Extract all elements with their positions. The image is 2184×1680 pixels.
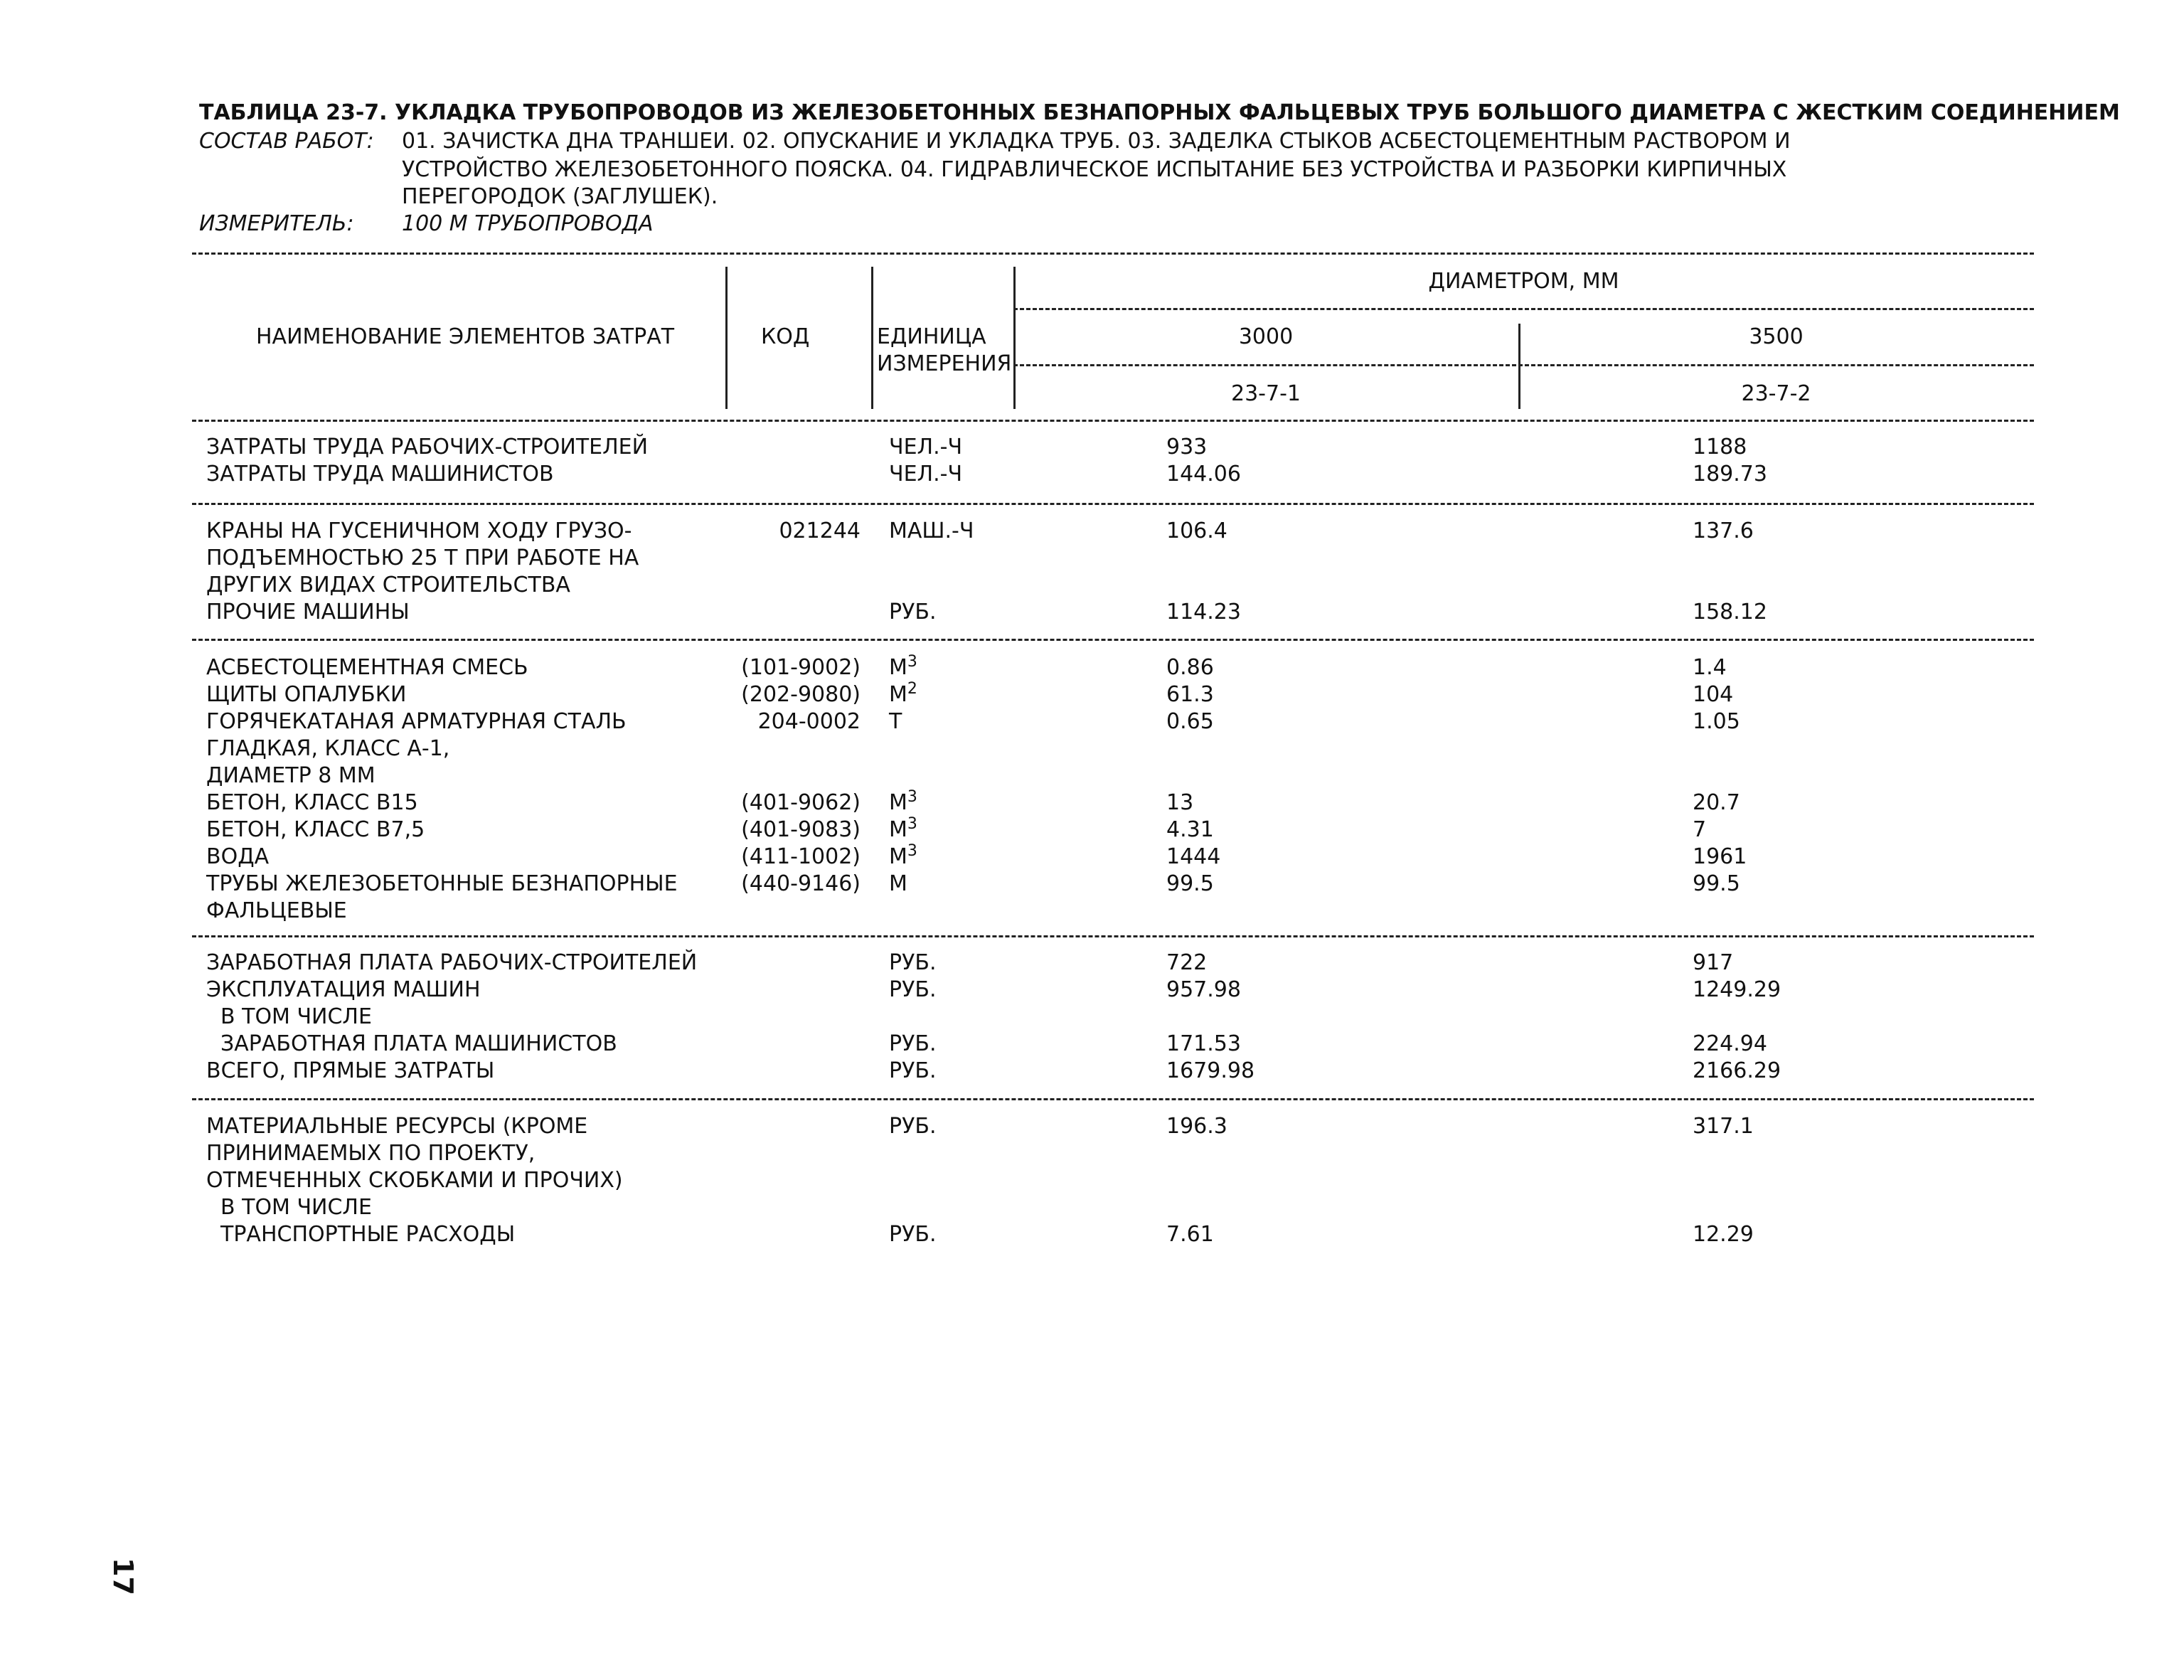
- row-code: (101-9002): [741, 655, 861, 680]
- row-code: (202-9080): [741, 682, 861, 707]
- row-value-3000: 13: [1166, 790, 1194, 815]
- col-divider: [871, 267, 873, 409]
- row-value-3500: 1.05: [1693, 709, 1740, 734]
- row-value-3500: 2166.29: [1693, 1058, 1781, 1083]
- row-value-3000: 99.5: [1166, 871, 1214, 896]
- row-value-3500: 1188: [1693, 435, 1747, 459]
- row-value-3000: 1444: [1166, 844, 1221, 869]
- row-name: ВСЕГО, ПРЯМЫЕ ЗАТРАТЫ: [206, 1058, 495, 1083]
- row-value-3000: 957.98: [1166, 977, 1241, 1002]
- row-value-3000: 0.86: [1166, 655, 1214, 680]
- row-name: ДРУГИХ ВИДАХ СТРОИТЕЛЬСТВА: [206, 573, 570, 597]
- composition-line: УСТРОЙСТВО ЖЕЛЕЗОБЕТОННОГО ПОЯСКА. 04. ГИДРАВЛИЧЕСКОЕ ИСПЫТАНИЕ БЕЗ УСТРОЙСТВА И РАЗБОРКИ КИРПИЧНЫХ: [402, 157, 1787, 182]
- unit-exponent: 2: [907, 680, 917, 698]
- row-name: ГЛАДКАЯ, КЛАСС А-1,: [206, 736, 450, 761]
- row-name: В ТОМ ЧИСЛЕ: [220, 1195, 372, 1220]
- unit-base: М: [889, 844, 907, 869]
- row-value-3000: 1679.98: [1166, 1058, 1255, 1083]
- row-name: ТРУБЫ ЖЕЛЕЗОБЕТОННЫЕ БЕЗНАПОРНЫЕ: [206, 871, 678, 896]
- table-title: ТАБЛИЦА 23-7. УКЛАДКА ТРУБОПРОВОДОВ ИЗ ЖЕЛЕЗОБЕТОННЫХ БЕЗНАПОРНЫХ ФАЛЬЦЕВЫХ ТРУБ БОЛЬШОГО ДИАМЕТРА С ЖЕСТКИМ СОЕДИНЕНИЕМ: [199, 100, 2120, 125]
- row-value-3000: 196.3: [1166, 1114, 1227, 1139]
- row-name: ЗАРАБОТНАЯ ПЛАТА МАШИНИСТОВ: [220, 1031, 617, 1056]
- row-code: (401-9083): [741, 817, 861, 842]
- row-value-3500: 317.1: [1693, 1114, 1754, 1139]
- row-name: ТРАНСПОРТНЫЕ РАСХОДЫ: [220, 1222, 516, 1247]
- row-value-3000: 933: [1166, 435, 1208, 459]
- row-unit: Т: [889, 709, 902, 734]
- row-name: ЭКСПЛУАТАЦИЯ МАШИН: [206, 977, 481, 1002]
- row-value-3500: 7: [1693, 817, 1707, 842]
- row-value-3000: 106.4: [1166, 519, 1227, 543]
- col-code1-header: 23-7-1: [1231, 381, 1301, 406]
- row-value-3500: 158.12: [1693, 600, 1767, 624]
- row-name: КРАНЫ НА ГУСЕНИЧНОМ ХОДУ ГРУЗО-: [206, 519, 632, 543]
- row-unit: М: [889, 871, 907, 896]
- row-unit: [889, 844, 917, 871]
- row-code: 021244: [779, 519, 861, 543]
- row-code: (401-9062): [741, 790, 861, 815]
- row-unit: МАШ.-Ч: [889, 519, 974, 543]
- row-value-3500: 137.6: [1693, 519, 1754, 543]
- composition-line: ПЕРЕГОРОДОК (ЗАГЛУШЕК).: [402, 184, 718, 209]
- group-separator: [192, 935, 2034, 937]
- row-name: ЗАТРАТЫ ТРУДА МАШИНИСТОВ: [206, 462, 554, 487]
- meter-value: 100 М ТРУБОПРОВОДА: [402, 211, 654, 236]
- row-value-3500: 1249.29: [1693, 977, 1781, 1002]
- row-name: БЕТОН, КЛАСС В15: [206, 790, 418, 815]
- row-unit: РУБ.: [889, 600, 937, 624]
- row-name: ЗАТРАТЫ ТРУДА РАБОЧИХ-СТРОИТЕЛЕЙ: [206, 435, 649, 459]
- rule-top: [192, 252, 2034, 255]
- row-unit: РУБ.: [889, 1031, 937, 1056]
- row-unit: РУБ.: [889, 1222, 937, 1247]
- row-name: ЗАРАБОТНАЯ ПЛАТА РАБОЧИХ-СТРОИТЕЛЕЙ: [206, 950, 698, 975]
- row-name: АСБЕСТОЦЕМЕНТНАЯ СМЕСЬ: [206, 655, 528, 680]
- row-value-3500: 1.4: [1693, 655, 1727, 680]
- unit-exponent: 3: [907, 815, 917, 833]
- group-separator: [192, 503, 2034, 505]
- row-name: МАТЕРИАЛЬНЫЕ РЕСУРСЫ (КРОМЕ: [206, 1114, 588, 1139]
- meter-label: ИЗМЕРИТЕЛЬ:: [199, 211, 354, 236]
- row-value-3000: 4.31: [1166, 817, 1214, 842]
- group-separator: [192, 1098, 2034, 1100]
- unit-base: М: [889, 682, 907, 707]
- row-name: ФАЛЬЦЕВЫЕ: [206, 898, 347, 923]
- row-unit: РУБ.: [889, 1058, 937, 1083]
- rule-diameter: [1013, 308, 2034, 310]
- composition-line: 01. ЗАЧИСТКА ДНА ТРАНШЕИ. 02. ОПУСКАНИЕ И УКЛАДКА ТРУБ. 03. ЗАДЕЛКА СТЫКОВ АСБЕСТОЦЕМЕНТНЫМ РАСТВОРОМ И: [402, 129, 1791, 154]
- unit-base: М: [889, 790, 907, 815]
- col-unit-header: ЕДИНИЦА: [877, 324, 986, 349]
- row-value-3500: 1961: [1693, 844, 1747, 869]
- row-name: ПРОЧИЕ МАШИНЫ: [206, 600, 410, 624]
- rule-header-bottom: [192, 420, 2034, 422]
- row-name: ПОДЪЕМНОСТЬЮ 25 Т ПРИ РАБОТЕ НА: [206, 546, 639, 570]
- row-value-3500: 224.94: [1693, 1031, 1767, 1056]
- composition-label: СОСТАВ РАБОТ:: [199, 129, 374, 154]
- col-divider: [725, 267, 728, 409]
- row-value-3000: 114.23: [1166, 600, 1241, 624]
- col-code2-header: 23-7-2: [1741, 381, 1811, 406]
- col-diameter-header: ДИАМЕТРОМ, ММ: [1428, 269, 1619, 294]
- row-name: ВОДА: [206, 844, 270, 869]
- unit-exponent: 3: [907, 653, 917, 671]
- row-unit: [889, 817, 917, 844]
- row-value-3000: 722: [1166, 950, 1208, 975]
- row-name: БЕТОН, КЛАСС В7,5: [206, 817, 425, 842]
- row-value-3000: 7.61: [1166, 1222, 1214, 1247]
- row-unit: РУБ.: [889, 950, 937, 975]
- page-number: 17: [107, 1558, 139, 1595]
- row-value-3500: 99.5: [1693, 871, 1740, 896]
- row-unit: РУБ.: [889, 977, 937, 1002]
- row-name: ГОРЯЧЕКАТАНАЯ АРМАТУРНАЯ СТАЛЬ: [206, 709, 627, 734]
- row-unit: [889, 790, 917, 817]
- row-value-3000: 144.06: [1166, 462, 1241, 487]
- row-unit: ЧЕЛ.-Ч: [889, 462, 963, 487]
- row-name: ЩИТЫ ОПАЛУБКИ: [206, 682, 407, 707]
- unit-exponent: 3: [907, 842, 917, 860]
- col-unit-header: ИЗМЕРЕНИЯ: [877, 351, 1012, 376]
- row-value-3500: 104: [1693, 682, 1734, 707]
- unit-base: М: [889, 817, 907, 842]
- row-value-3000: 0.65: [1166, 709, 1214, 734]
- row-value-3500: 20.7: [1693, 790, 1740, 815]
- unit-base: М: [889, 655, 907, 680]
- row-value-3500: 189.73: [1693, 462, 1767, 487]
- row-name: В ТОМ ЧИСЛЕ: [220, 1004, 372, 1029]
- row-value-3000: 171.53: [1166, 1031, 1241, 1056]
- row-value-3000: 61.3: [1166, 682, 1214, 707]
- group-separator: [192, 639, 2034, 641]
- row-unit: ЧЕЛ.-Ч: [889, 435, 963, 459]
- row-code: (411-1002): [741, 844, 861, 869]
- row-unit: [889, 681, 917, 708]
- row-unit: [889, 654, 917, 681]
- unit-exponent: 3: [907, 788, 917, 806]
- row-value-3500: 12.29: [1693, 1222, 1754, 1247]
- col-d2-header: 3500: [1749, 324, 1804, 349]
- row-value-3500: 917: [1693, 950, 1734, 975]
- row-name: ОТМЕЧЕННЫХ СКОБКАМИ И ПРОЧИХ): [206, 1168, 623, 1193]
- col-name-header: НАИМЕНОВАНИЕ ЭЛЕМЕНТОВ ЗАТРАТ: [256, 324, 675, 349]
- row-unit: РУБ.: [889, 1114, 937, 1139]
- row-code: 204-0002: [757, 709, 861, 734]
- row-name: ДИАМЕТР 8 ММ: [206, 763, 375, 788]
- rule-codes: [1013, 364, 2034, 366]
- row-code: (440-9146): [741, 871, 861, 896]
- row-name: ПРИНИМАЕМЫХ ПО ПРОЕКТУ,: [206, 1141, 536, 1166]
- col-d1-header: 3000: [1238, 324, 1294, 349]
- col-code-header: КОД: [761, 324, 810, 349]
